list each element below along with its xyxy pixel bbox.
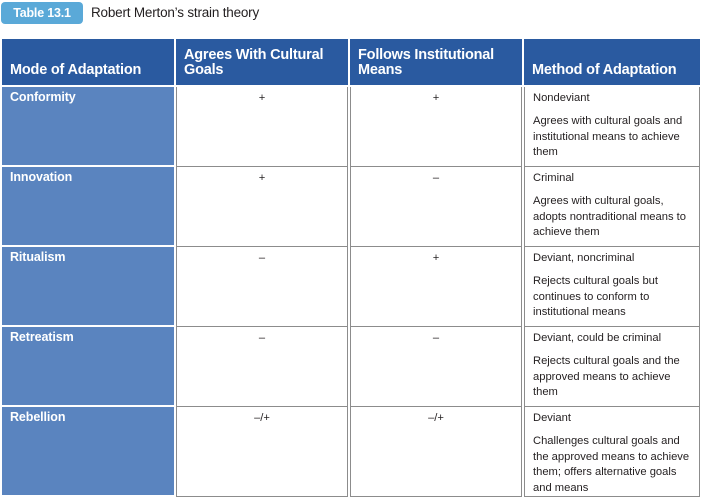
table-title: Robert Merton’s strain theory	[91, 5, 260, 20]
mode-cell: Conformity	[2, 87, 174, 167]
method-cell	[524, 167, 700, 247]
table-row	[2, 327, 700, 407]
column-header-follows: Follows Institutional Means	[350, 39, 522, 87]
table-row	[2, 407, 700, 497]
table-row	[2, 167, 700, 247]
method-cell	[524, 247, 700, 327]
agrees-cell: –	[176, 327, 348, 407]
method-description: Agrees with cultural goals, adopts nontraditional means to achieve them	[533, 195, 686, 239]
follows-cell: +	[350, 87, 522, 167]
method-label: Deviant, noncriminal	[533, 252, 635, 264]
method-description: Agrees with cultural goals and institutional means to achieve them	[533, 115, 683, 159]
agrees-cell: –	[176, 247, 348, 327]
method-label: Deviant	[533, 412, 571, 424]
follows-cell: –	[350, 167, 522, 247]
follows-cell: –	[350, 327, 522, 407]
table-number-badge: Table 13.1	[1, 2, 83, 24]
method-label: Criminal	[533, 172, 575, 184]
method-cell	[524, 327, 700, 407]
method-description: Rejects cultural goals but continues to conform to institutional means	[533, 275, 658, 319]
method-cell	[524, 407, 700, 497]
follows-cell: –/+	[350, 407, 522, 497]
method-description: Challenges cultural goals and the approved means to achieve them; offers alternative goals and means	[533, 435, 690, 494]
mode-cell: Retreatism	[2, 327, 174, 407]
table-row	[2, 247, 700, 327]
agrees-cell: +	[176, 167, 348, 247]
method-label: Nondeviant	[533, 92, 590, 104]
method-label: Deviant, could be criminal	[533, 332, 662, 344]
agrees-cell: –/+	[176, 407, 348, 497]
mode-cell: Innovation	[2, 167, 174, 247]
method-description: Rejects cultural goals and the approved means to achieve them	[533, 355, 680, 399]
table-caption	[0, 0, 701, 26]
table-row	[2, 87, 700, 167]
mode-cell: Ritualism	[2, 247, 174, 327]
column-header-agrees: Agrees With Cultural Goals	[176, 39, 348, 87]
agrees-cell: +	[176, 87, 348, 167]
header-row	[2, 39, 700, 87]
strain-theory-table	[0, 39, 701, 497]
method-cell	[524, 87, 700, 167]
column-header-mode: Mode of Adaptation	[2, 39, 174, 87]
follows-cell: +	[350, 247, 522, 327]
mode-cell: Rebellion	[2, 407, 174, 497]
column-header-method: Method of Adaptation	[524, 39, 700, 87]
